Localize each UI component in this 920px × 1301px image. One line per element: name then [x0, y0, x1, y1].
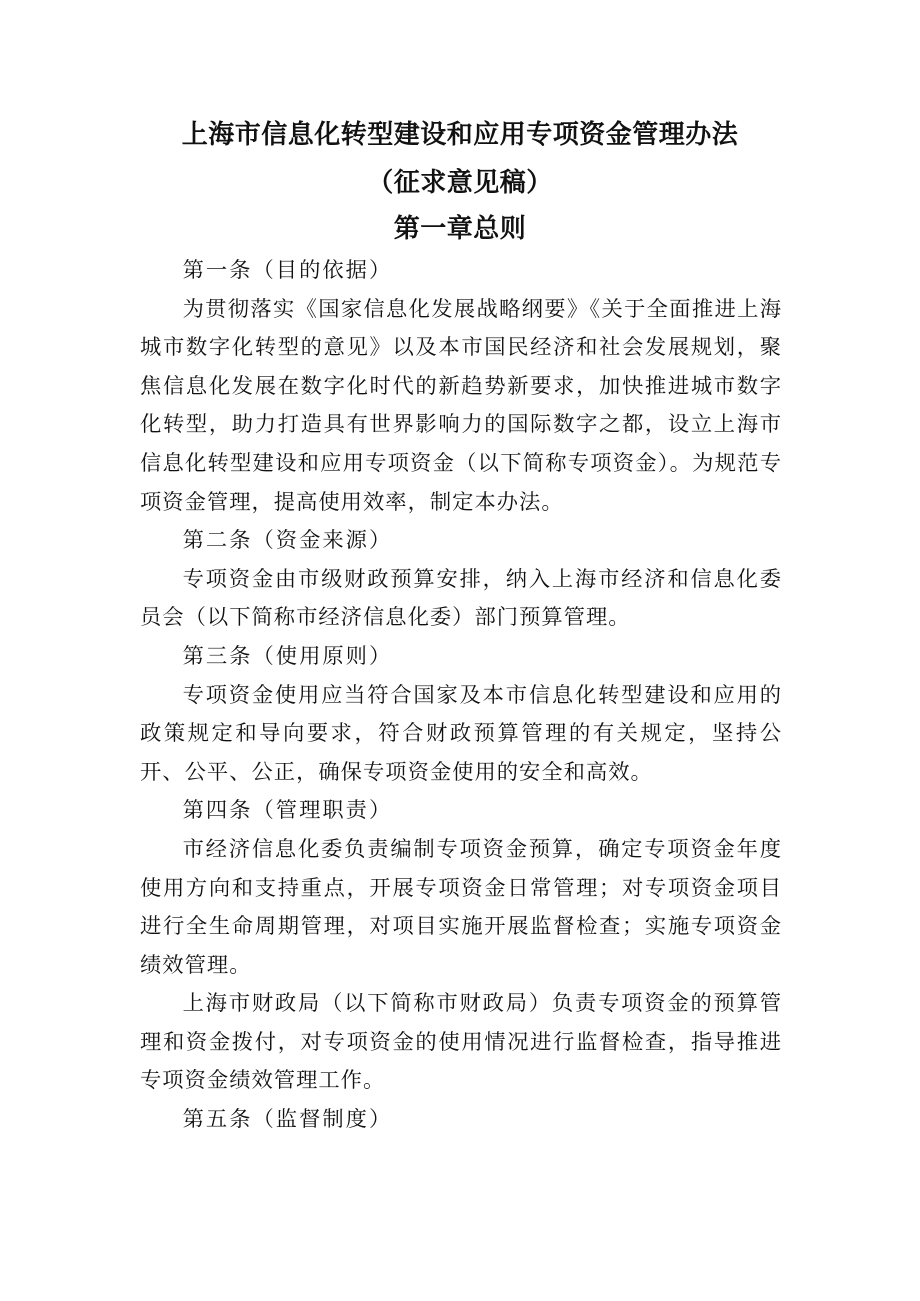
article-4-paragraph-1: 市经济信息化委负责编制专项资金预算，确定专项资金年度使用方向和支持重点，开展专项资金日常管理；对专项资金项目进行全生命周期管理，对项目实施开展监督检查；实施专项资金绩效管理。 — [140, 836, 782, 978]
article-3-paragraph: 专项资金使用应当符合国家及本市信息化转型建设和应用的政策规定和导向要求，符合财政预算管理的有关规定，坚持公开、公平、公正，确保专项资金使用的安全和高效。 — [140, 682, 782, 785]
article-2-heading: 第二条（资金来源） — [182, 528, 393, 554]
article-4-paragraph-2: 上海市财政局（以下简称市财政局）负责专项资金的预算管理和资金拨付，对专项资金的使用情况进行监督检查，指导推进专项资金绩效管理工作。 — [140, 991, 782, 1094]
article-3-heading: 第三条（使用原则） — [182, 643, 393, 669]
article-1-paragraph: 为贯彻落实《国家信息化发展战略纲要》《关于全面推进上海城市数字化转型的意见》以及本市国民经济和社会发展规划，聚焦信息化发展在数字化时代的新趋势新要求，加快推进城市数字化转型，助力打造具有世界影响力的国际数字之都，设立上海市信息化转型建设和应用专项资金（以下简称专项资金）。为规范专项资金管理，提高使用效率，制定本办法。 — [140, 296, 782, 515]
article-1-heading: 第一条（目的依据） — [182, 258, 393, 283]
document-subtitle: （征求意见稿） — [367, 168, 553, 198]
document-title: 上海市信息化转型建设和应用专项资金管理办法 — [181, 120, 739, 150]
article-2-paragraph: 专项资金由市级财政预算安排，纳入上海市经济和信息化委员会（以下简称市经济信息化委）部门预算管理。 — [140, 566, 782, 631]
chapter-heading: 第一章总则 — [393, 214, 527, 244]
article-4-heading: 第四条（管理职责） — [182, 798, 393, 824]
document-body — [140, 252, 782, 1140]
article-5-heading: 第五条（监督制度） — [182, 1107, 393, 1133]
